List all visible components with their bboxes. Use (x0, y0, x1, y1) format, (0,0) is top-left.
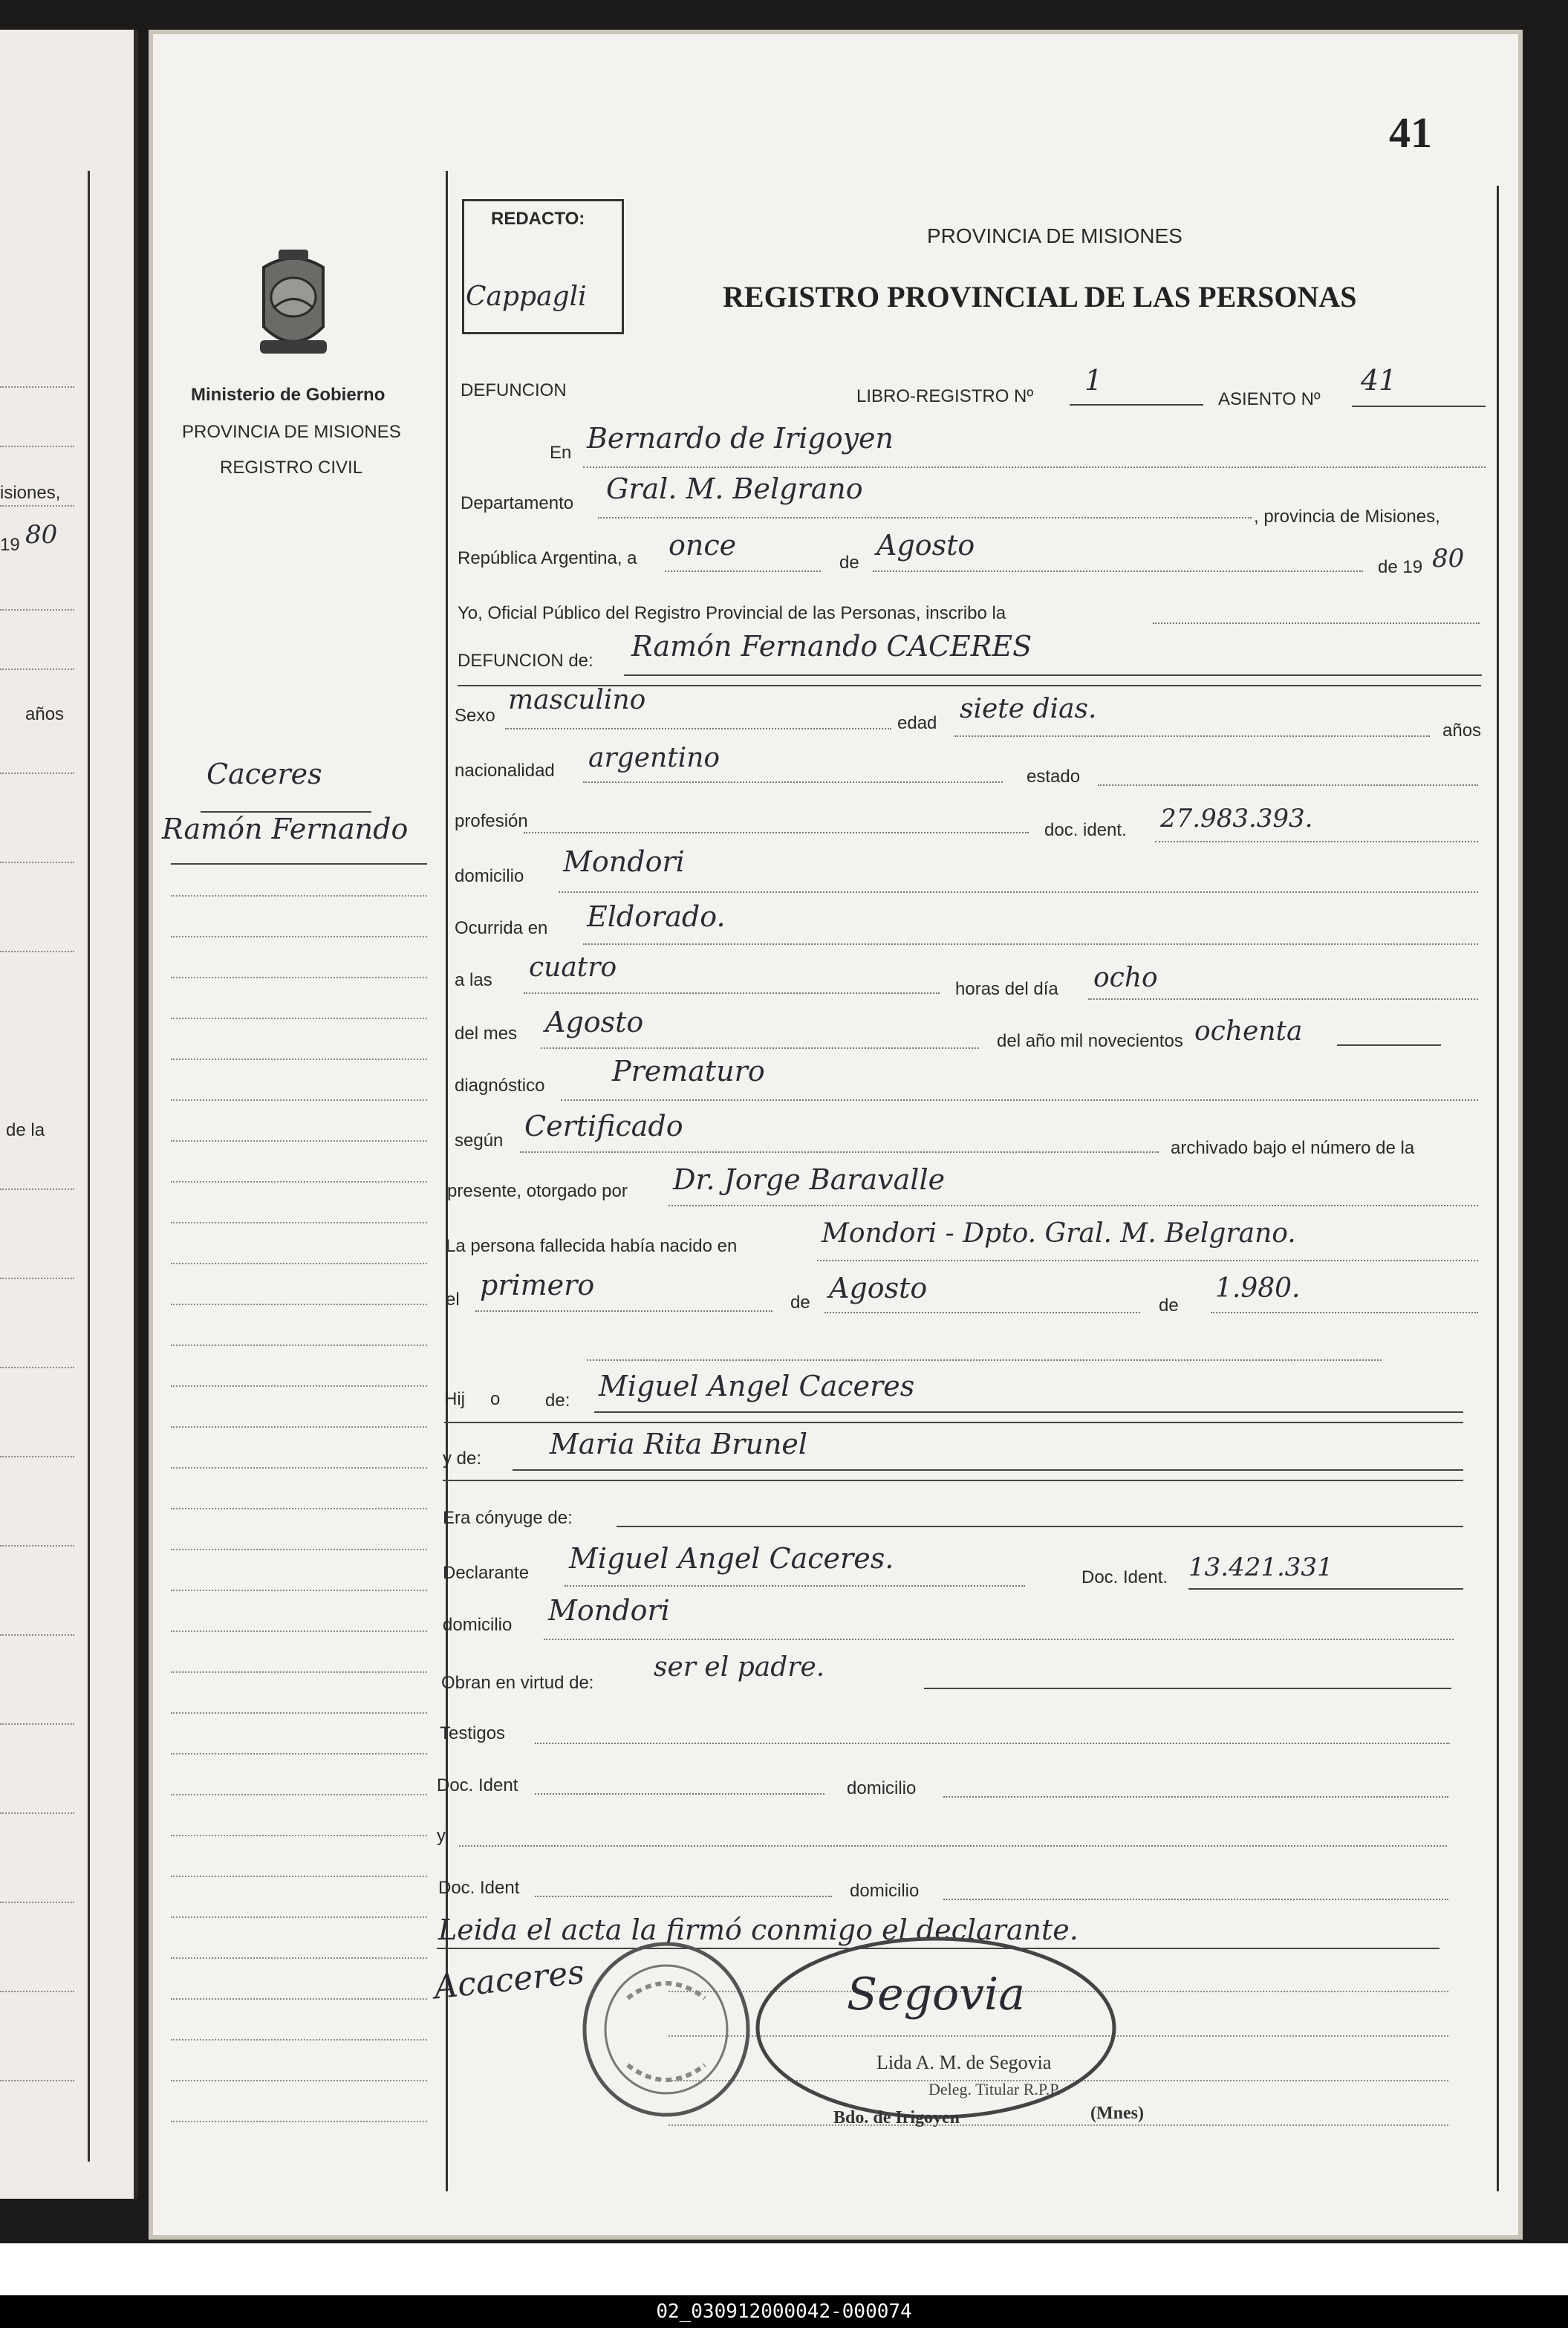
ministry-province: PROVINCIA DE MISIONES (182, 422, 401, 442)
doc-ident-label: doc. ident. (1044, 820, 1127, 840)
province-title: PROVINCIA DE MISIONES (927, 224, 1182, 247)
nacido-value: Mondori - Dpto. Gral. M. Belgrano. (822, 1218, 1296, 1249)
hij-suffix: o (490, 1389, 501, 1409)
conyuge-label: Era cónyuge de: (443, 1508, 573, 1528)
y-label: y (437, 1826, 446, 1846)
declarante-value: Miguel Angel Caceres. (569, 1542, 894, 1575)
margin-surname: Caceres (206, 758, 322, 790)
domicilio-label: domicilio (455, 866, 524, 886)
hij-label: Hij (444, 1389, 465, 1409)
redacto-box (462, 199, 624, 334)
nac-anio-value: 1.980. (1215, 1273, 1301, 1304)
mes-hecho-value: Agosto (545, 1006, 644, 1038)
coat-of-arms-icon (253, 245, 334, 360)
edad-value: siete dias. (960, 694, 1097, 724)
left-page-fragment: isiones, (0, 483, 61, 503)
doc-ident2-label: Doc. Ident (438, 1878, 520, 1898)
anio-hecho-value: ochenta (1194, 1016, 1303, 1047)
padre-value: Miguel Angel Caceres (599, 1370, 915, 1402)
sexo-label: Sexo (455, 706, 495, 726)
doc-ident-value: 27.983.393. (1160, 804, 1313, 833)
del-anio-label: del año mil novecientos (997, 1031, 1183, 1051)
provincia-suffix: , provincia de Misiones, (1254, 507, 1440, 527)
declarant-signature: Acaceres (432, 1953, 587, 2007)
departamento-value: Gral. M. Belgrano (606, 472, 863, 505)
decl-doc-label: Doc. Ident. (1081, 1567, 1168, 1587)
diagnostico-label: diagnóstico (455, 1076, 545, 1096)
image-caption: 02_030912000042-000074 (0, 2295, 1568, 2328)
stamp-place: Bdo. de Irigoyen (833, 2108, 960, 2127)
dia-value: once (668, 529, 737, 562)
nacionalidad-value: argentino (588, 743, 720, 773)
madre-value: Maria Rita Brunel (550, 1428, 808, 1460)
ministry-name: Ministerio de Gobierno (191, 385, 386, 405)
del-mes-label: del mes (455, 1024, 518, 1044)
redacto-signature: Cappagli (466, 282, 587, 312)
left-page-fragment: años (25, 704, 65, 724)
presente-value: Dr. Jorge Baravalle (673, 1163, 946, 1196)
nacido-label: La persona fallecida había nacido en (446, 1236, 738, 1256)
nac-de-label: de (790, 1293, 810, 1313)
horas-label: horas del día (955, 979, 1058, 999)
testigos-label: Testigos (440, 1723, 506, 1743)
mes-value: Agosto (876, 529, 975, 562)
decl-dom-value: Mondori (548, 1594, 670, 1627)
redacto-label: REDACTO: (491, 209, 585, 229)
hij-de-label: de: (545, 1391, 570, 1411)
oficial-text: Yo, Oficial Público del Registro Provincial de las Personas, inscribo la (458, 603, 1006, 623)
edad-label: edad (897, 713, 937, 733)
left-page-fragment: 19 (0, 535, 20, 555)
profesion-label: profesión (455, 811, 528, 831)
official-title: Deleg. Titular R.P.P. (928, 2080, 1061, 2098)
asiento-label: ASIENTO Nº (1218, 389, 1321, 409)
margin-names: Ramón Fernando (162, 813, 409, 845)
defuncion-de-value: Ramón Fernando CACERES (631, 630, 1032, 663)
right-border (1497, 186, 1499, 2191)
domicilio-value: Mondori (563, 845, 685, 878)
leida-text: Leida el acta la firmó conmigo el declarante. (438, 1914, 1079, 1946)
doc-ident1-label: Doc. Ident (437, 1775, 518, 1795)
defuncion-de-label: DEFUNCION de: (458, 651, 593, 671)
de-anio-label: de 19 (1378, 557, 1423, 577)
ocurrida-value: Eldorado. (587, 900, 726, 933)
left-page-fragment: 80 (25, 520, 58, 550)
official-signature: Segovia (847, 1968, 1025, 2020)
anos-label: años (1442, 721, 1482, 741)
libro-value: 1 (1084, 364, 1103, 397)
departamento-label: Departamento (461, 493, 574, 513)
left-page-fragment: de la (6, 1120, 45, 1140)
decl-dom-label: domicilio (443, 1615, 513, 1635)
decl-doc-value: 13.421.331 (1188, 1552, 1333, 1582)
domicilio2-label: domicilio (850, 1881, 920, 1901)
de-label: de (839, 553, 859, 573)
en-value: Bernardo de Irigoyen (587, 422, 894, 455)
segun-label: según (455, 1131, 504, 1151)
segun-value: Certificado (524, 1110, 683, 1142)
page-number: 41 (1389, 108, 1432, 157)
archivado-label: archivado bajo el número de la (1171, 1138, 1415, 1158)
scan-background (0, 2243, 1568, 2303)
en-label: En (550, 443, 572, 463)
nac-de2-label: de (1159, 1295, 1179, 1316)
domicilio1-label: domicilio (847, 1778, 917, 1798)
y-de-label: y de: (443, 1449, 482, 1469)
hora-value: cuatro (529, 952, 617, 983)
anio-value: 80 (1432, 544, 1465, 573)
official-seal-icon (576, 1939, 758, 2121)
declarante-label: Declarante (443, 1563, 530, 1583)
stamp-province: (Mnes) (1090, 2104, 1144, 2123)
nac-mes-value: Agosto (829, 1272, 928, 1304)
registry-title: REGISTRO PROVINCIAL DE LAS PERSONAS (723, 280, 1357, 313)
dia-hecho-value: ocho (1093, 963, 1158, 993)
obran-value: ser el padre. (654, 1652, 825, 1682)
ocurrida-label: Ocurrida en (455, 918, 548, 938)
left-page-edge (0, 30, 138, 2199)
estado-label: estado (1027, 767, 1081, 787)
nacionalidad-label: nacionalidad (455, 761, 555, 781)
a-las-label: a las (455, 970, 492, 990)
republica-label: República Argentina, a (458, 548, 637, 568)
sexo-value: masculino (508, 685, 646, 715)
diagnostico-value: Prematuro (612, 1055, 765, 1087)
register-page (149, 30, 1523, 2240)
civil-registry-label: REGISTRO CIVIL (220, 458, 363, 478)
official-name: Lida A. M. de Segovia (876, 2052, 1052, 2073)
obran-label: Obran en virtud de: (441, 1673, 594, 1693)
libro-label: LIBRO-REGISTRO Nº (856, 386, 1034, 406)
nac-dia-value: primero (480, 1269, 595, 1301)
asiento-value: 41 (1361, 364, 1397, 397)
presente-label: presente, otorgado por (447, 1181, 628, 1201)
record-type: DEFUNCION (461, 380, 567, 400)
el-label: el (446, 1290, 460, 1310)
